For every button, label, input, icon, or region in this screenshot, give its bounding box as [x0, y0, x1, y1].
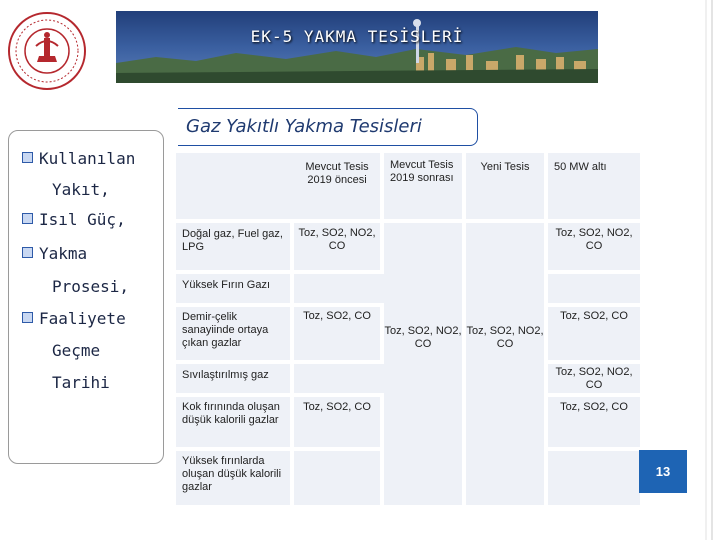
bullet-text: Isıl Güç, [39, 210, 126, 229]
emission-cell-merged: Toz, SO2, NO2, CO [466, 223, 544, 505]
banner-title: EK-5 YAKMA TESİSLERİ [250, 27, 464, 46]
bullet-continuation: Tarihi [52, 373, 110, 392]
bullet-item [22, 309, 126, 328]
emission-cell: Toz, SO2, NO2, CO [294, 223, 380, 270]
square-bullet-icon [22, 213, 33, 224]
row-span-fill [294, 364, 384, 393]
header-cell: Yeni Tesis [466, 153, 544, 219]
bullet-continuation: Yakıt, [52, 180, 110, 199]
emission-cell: Toz, SO2, CO [294, 397, 380, 447]
bullet-text: Faaliyete [39, 309, 126, 328]
emission-table [176, 153, 640, 505]
bullet-continuation: Geçme [52, 341, 101, 360]
header-cell: 50 MW altı [548, 153, 640, 219]
emission-cell-empty [548, 451, 640, 505]
header-cell: Mevcut Tesis 2019 sonrası [384, 153, 462, 219]
page-number: 13 [639, 450, 687, 493]
square-bullet-icon [22, 312, 33, 323]
title-banner [116, 11, 598, 83]
fuel-cell: Yüksek Fırın Gazı [176, 274, 290, 303]
emission-cell: Toz, SO2, CO [548, 397, 640, 447]
bullet-text: Kullanılan [39, 149, 136, 168]
fuel-cell: Sıvılaştırılmış gaz [176, 364, 290, 393]
fuel-cell: Kok fırınında oluşan düşük kalorili gazlar [176, 397, 290, 447]
emission-cell-empty [294, 451, 380, 505]
emission-cell: Toz, SO2, CO [548, 307, 640, 360]
emission-cell: Toz, SO2, NO2, CO [548, 223, 640, 270]
page-subtitle: Gaz Yakıtlı Yakma Tesisleri [186, 116, 422, 137]
emission-cell-merged: Toz, SO2, NO2, CO [384, 223, 462, 505]
emission-cell-empty [548, 274, 640, 303]
fuel-cell: Demir-çelik sanayiinde ortaya çıkan gazlar [176, 307, 290, 360]
bullet-text: Yakma [39, 244, 88, 263]
crest-icon [6, 10, 88, 92]
header-cell: Mevcut Tesis 2019 öncesi [305, 161, 369, 186]
row-span-fill [294, 274, 384, 303]
bullet-item [22, 244, 87, 263]
bullet-item [22, 210, 126, 229]
bullet-item [22, 149, 135, 168]
emission-cell: Toz, SO2, CO [294, 307, 380, 360]
fuel-cell: Doğal gaz, Fuel gaz, LPG [176, 223, 290, 270]
bullet-continuation: Prosesi, [52, 277, 130, 296]
square-bullet-icon [22, 247, 33, 258]
square-bullet-icon [22, 152, 33, 163]
fuel-cell: Yüksek fırınlarda oluşan düşük kalorili gazlar [176, 451, 290, 505]
emission-cell: Toz, SO2, NO2, CO [548, 364, 640, 393]
